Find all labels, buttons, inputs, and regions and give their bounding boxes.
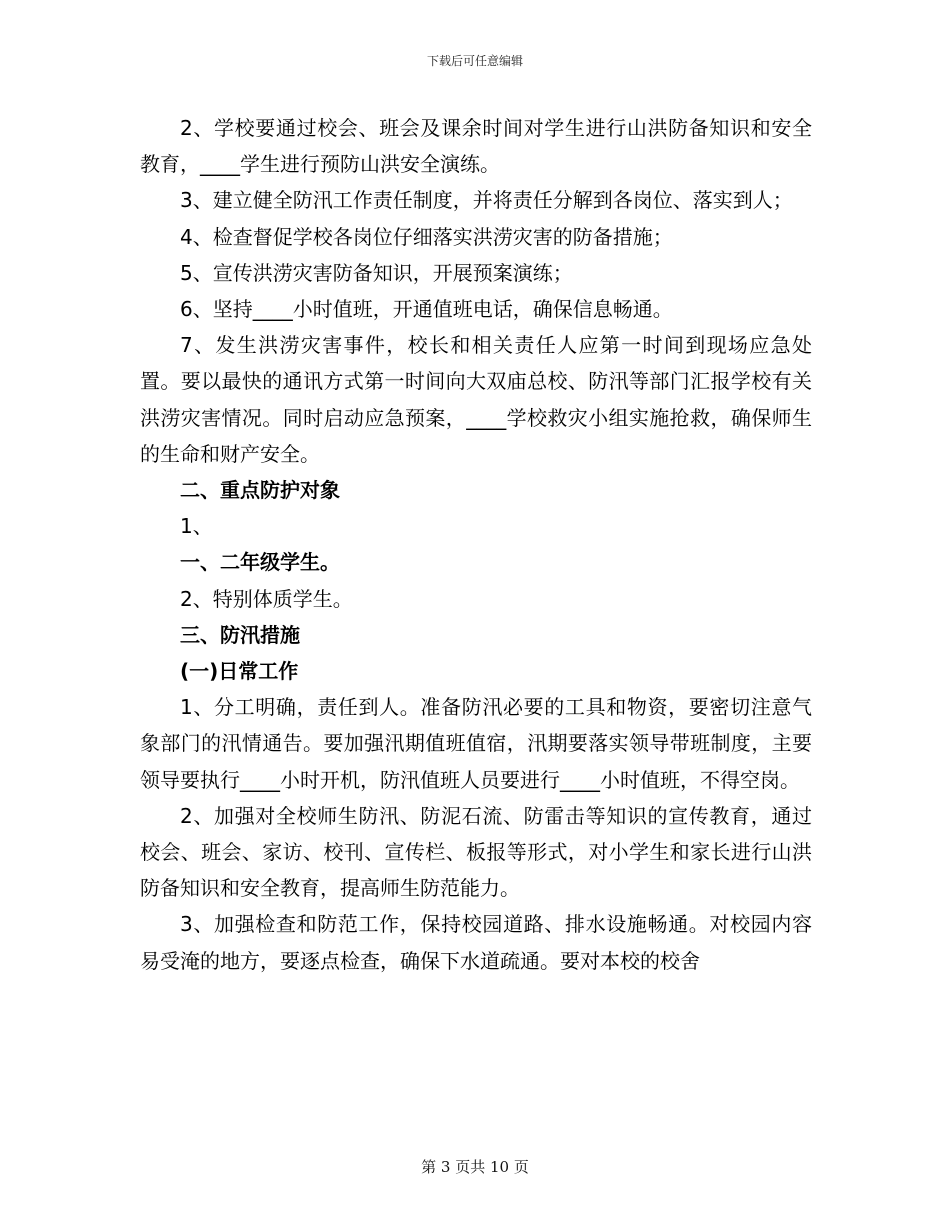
paragraph-item-5: 5、宣传洪涝灾害防备知识，开展预案演练； — [180, 260, 573, 285]
paragraph-daily-1: 1、分工明确，责任到人。准备防汛必要的工具和物资，要密切注意气象部门的汛情通告。要加强汛期值班值宿，汛期要落实领导带班制度，主要领导要执行____小时开机，防汛值班人员要进行____小时值班，不得空岗。 — [140, 695, 812, 792]
paragraph-item-2: 2、学校要通过校会、班会及课余时间对学生进行山洪防备知识和安全教育，____学生进行预防山洪安全演练。 — [140, 116, 812, 177]
paragraph-item-6: 6、坚持____小时值班，开通值班电话，确保信息畅通。 — [180, 297, 673, 322]
page-header: 下载后可任意编辑 — [426, 54, 523, 68]
section-heading-measures: 三、防汛措施 — [180, 622, 300, 647]
section-heading-key-targets: 二、重点防护对象 — [180, 478, 340, 503]
document-body — [140, 110, 812, 979]
list-item-grade-students: 一、二年级学生。 — [180, 550, 340, 575]
paragraph-item-7: 7、发生洪涝灾害事件，校长和相关责任人应第一时间到现场应急处置。要以最快的通讯方式第一时间向大双庙总校、防汛等部门汇报学校有关洪涝灾害情况。同时启动应急预案，____学校救灾小组实施抢救，确保师生的生命和财产安全。 — [140, 333, 812, 466]
list-item-special-students: 2、特别体质学生。 — [180, 586, 353, 611]
page-footer: 第 3 页共 10 页 — [421, 1158, 529, 1176]
paragraph-daily-2: 2、加强对全校师生防汛、防泥石流、防雷击等知识的宣传教育，通过校会、班会、家访、校刊、宣传栏、板报等形式，对小学生和家长进行山洪防备知识和安全教育，提高师生防范能力。 — [140, 803, 812, 901]
list-item-number: 1、 — [180, 514, 213, 539]
paragraph-item-3: 3、建立健全防汛工作责任制度，并将责任分解到各岗位、落实到人； — [180, 188, 793, 213]
paragraph-item-4: 4、检查督促学校各岗位仔细落实洪涝灾害的防备措施； — [180, 224, 673, 249]
subsection-heading-daily-work: (一)日常工作 — [180, 659, 299, 684]
paragraph-daily-3: 3、加强检查和防范工作，保持校园道路、排水设施畅通。对校园内容易受淹的地方，要逐点检查，确保下水道疏通。要对本校的校舍 — [140, 912, 812, 973]
